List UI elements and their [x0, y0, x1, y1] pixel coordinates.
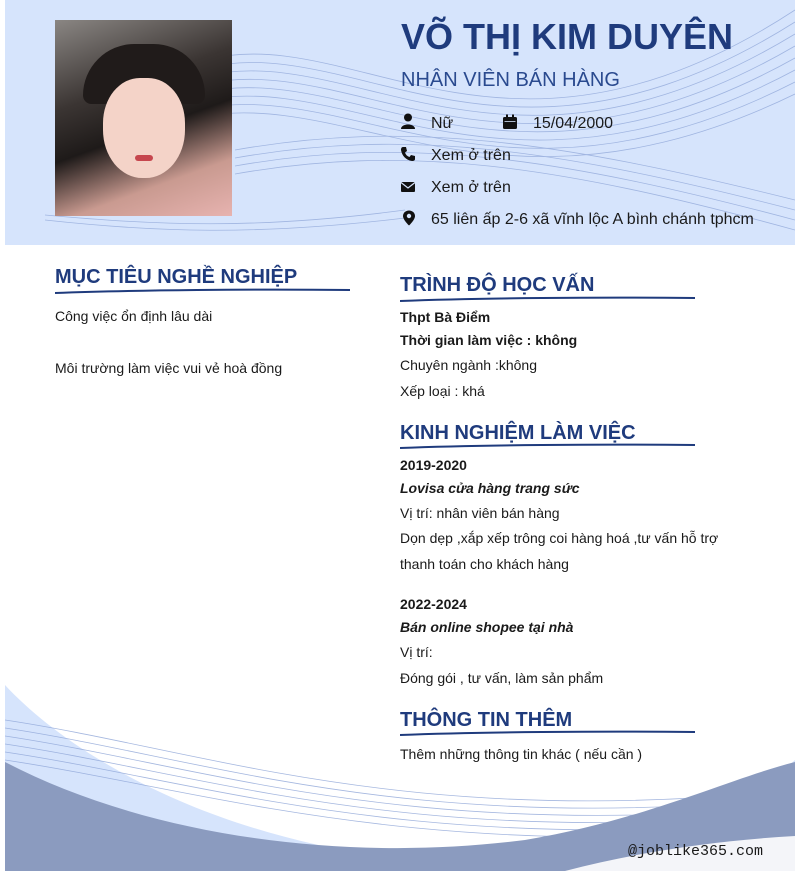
email-value: Xem ở trên	[431, 179, 511, 196]
profile-photo	[55, 20, 232, 216]
experience-title: KINH NGHIỆM LÀM VIỆC	[400, 422, 636, 444]
education-rank: Xếp loại : khá	[400, 383, 485, 399]
experience-1-company: Lovisa cửa hàng trang sức	[400, 480, 580, 496]
education-underline	[400, 296, 695, 304]
brand-watermark: @joblike365.com	[628, 843, 764, 860]
experience-1-desc: Dọn dẹp ,xắp xếp trông coi hàng hoá ,tư vấn hỗ trợ thanh toán cho khách hàng	[400, 530, 719, 572]
experience-2-company: Bán online shopee tại nhà	[400, 619, 574, 635]
experience-2-period: 2022-2024	[400, 596, 467, 612]
user-icon	[400, 113, 416, 129]
extra-underline	[400, 730, 695, 738]
phone-icon	[400, 146, 416, 162]
education-title: TRÌNH ĐỘ HỌC VẤN	[400, 274, 595, 296]
birthdate-value: 15/04/2000	[533, 115, 614, 132]
cv-page	[5, 0, 795, 871]
objective-line-2: Môi trường làm việc vui vẻ hoà đồng	[55, 360, 283, 376]
candidate-name: VÕ THỊ KIM DUYÊN	[401, 16, 734, 57]
extra-text: Thêm những thông tin khác ( nếu cần )	[400, 746, 643, 762]
education-school: Thpt Bà Điểm	[400, 309, 491, 325]
objective-line-1: Công việc ổn định lâu dài	[55, 308, 213, 324]
education-time: Thời gian làm việc : không	[400, 332, 578, 348]
experience-underline	[400, 443, 695, 451]
experience-1-role: Vị trí: nhân viên bán hàng	[400, 505, 560, 521]
education-major: Chuyên ngành :không	[400, 357, 537, 373]
candidate-position: NHÂN VIÊN BÁN HÀNG	[401, 69, 620, 91]
gender-value: Nữ	[431, 115, 454, 132]
map-marker-icon	[401, 210, 417, 226]
experience-2-role: Vị trí:	[400, 644, 433, 660]
objective-underline	[55, 288, 350, 296]
cv-header	[5, 0, 795, 245]
objective-title: MỤC TIÊU NGHỀ NGHIỆP	[55, 266, 298, 288]
phone-value: Xem ở trên	[431, 147, 511, 164]
address-value: 65 liên ấp 2-6 xã vĩnh lộc A bình chánh tphcm	[431, 211, 754, 228]
experience-2-desc: Đóng gói , tư vấn, làm sản phẩm	[400, 670, 604, 686]
extra-title: THÔNG TIN THÊM	[400, 709, 573, 731]
calendar-icon	[502, 114, 518, 130]
experience-1-period: 2019-2020	[400, 457, 467, 473]
envelope-icon	[400, 179, 416, 195]
